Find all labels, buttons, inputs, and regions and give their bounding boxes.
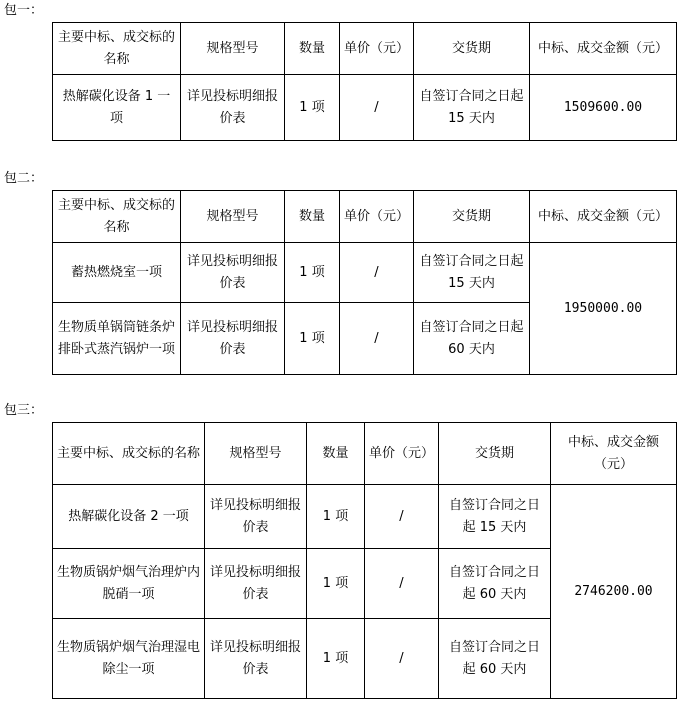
item-name: 生物质单锅筒链条炉排卧式蒸汽锅炉一项: [53, 303, 181, 375]
item-delivery: 自签订合同之日起 15 天内: [414, 243, 530, 303]
header-amount: 中标、成交金额（元）: [530, 23, 677, 75]
package-1-label: 包一：: [4, 3, 44, 18]
item-delivery: 自签订合同之日起 60 天内: [414, 303, 530, 375]
item-price: /: [340, 243, 414, 303]
item-price: /: [365, 549, 439, 619]
item-delivery: 自签订合同之日起 60 天内: [439, 619, 551, 699]
item-qty: 1 项: [285, 303, 340, 375]
package-2-table: [52, 190, 677, 375]
table-row: [53, 243, 677, 303]
item-name: 热解碳化设备 2 一项: [53, 485, 205, 549]
header-amount: 中标、成交金额（元）: [551, 423, 677, 485]
item-price: /: [340, 75, 414, 141]
header-spec: 规格型号: [181, 23, 285, 75]
amount-cell: 1509600.00: [530, 75, 677, 141]
item-spec: 详见投标明细报价表: [205, 619, 307, 699]
amount-cell: 1950000.00: [530, 243, 677, 375]
item-delivery: 自签订合同之日起 15 天内: [414, 75, 530, 141]
item-name: 热解碳化设备 1 一项: [53, 75, 181, 141]
item-spec: 详见投标明细报价表: [181, 243, 285, 303]
header-amount: 中标、成交金额（元）: [530, 191, 677, 243]
header-price: 单价（元）: [340, 23, 414, 75]
item-qty: 1 项: [307, 485, 365, 549]
header-price: 单价（元）: [340, 191, 414, 243]
item-qty: 1 项: [307, 619, 365, 699]
item-spec: 详见投标明细报价表: [181, 303, 285, 375]
item-qty: 1 项: [285, 243, 340, 303]
header-spec: 规格型号: [205, 423, 307, 485]
header-delivery: 交货期: [414, 191, 530, 243]
header-delivery: 交货期: [414, 23, 530, 75]
item-price: /: [340, 303, 414, 375]
item-qty: 1 项: [307, 549, 365, 619]
table-header-row: [53, 191, 677, 243]
header-name: 主要中标、成交标的名称: [53, 191, 181, 243]
item-name: 蓄热燃烧室一项: [53, 243, 181, 303]
item-spec: 详见投标明细报价表: [181, 75, 285, 141]
item-price: /: [365, 485, 439, 549]
header-name: 主要中标、成交标的名称: [53, 423, 205, 485]
item-spec: 详见投标明细报价表: [205, 549, 307, 619]
package-1-table: [52, 22, 677, 141]
package-3-label: 包三：: [4, 403, 44, 418]
header-price: 单价（元）: [365, 423, 439, 485]
amount-cell: 2746200.00: [551, 485, 677, 699]
item-delivery: 自签订合同之日起 60 天内: [439, 549, 551, 619]
item-spec: 详见投标明细报价表: [205, 485, 307, 549]
header-spec: 规格型号: [181, 191, 285, 243]
package-3-table: [52, 422, 677, 699]
item-qty: 1 项: [285, 75, 340, 141]
table-header-row: [53, 423, 677, 485]
table-row: [53, 75, 677, 141]
header-qty: 数量: [285, 23, 340, 75]
item-delivery: 自签订合同之日起 15 天内: [439, 485, 551, 549]
header-qty: 数量: [307, 423, 365, 485]
package-2-label: 包二：: [4, 171, 44, 186]
header-delivery: 交货期: [439, 423, 551, 485]
table-header-row: [53, 23, 677, 75]
header-name: 主要中标、成交标的名称: [53, 23, 181, 75]
item-price: /: [365, 619, 439, 699]
item-name: 生物质锅炉烟气治理湿电除尘一项: [53, 619, 205, 699]
table-row: [53, 485, 677, 549]
header-qty: 数量: [285, 191, 340, 243]
item-name: 生物质锅炉烟气治理炉内脱硝一项: [53, 549, 205, 619]
